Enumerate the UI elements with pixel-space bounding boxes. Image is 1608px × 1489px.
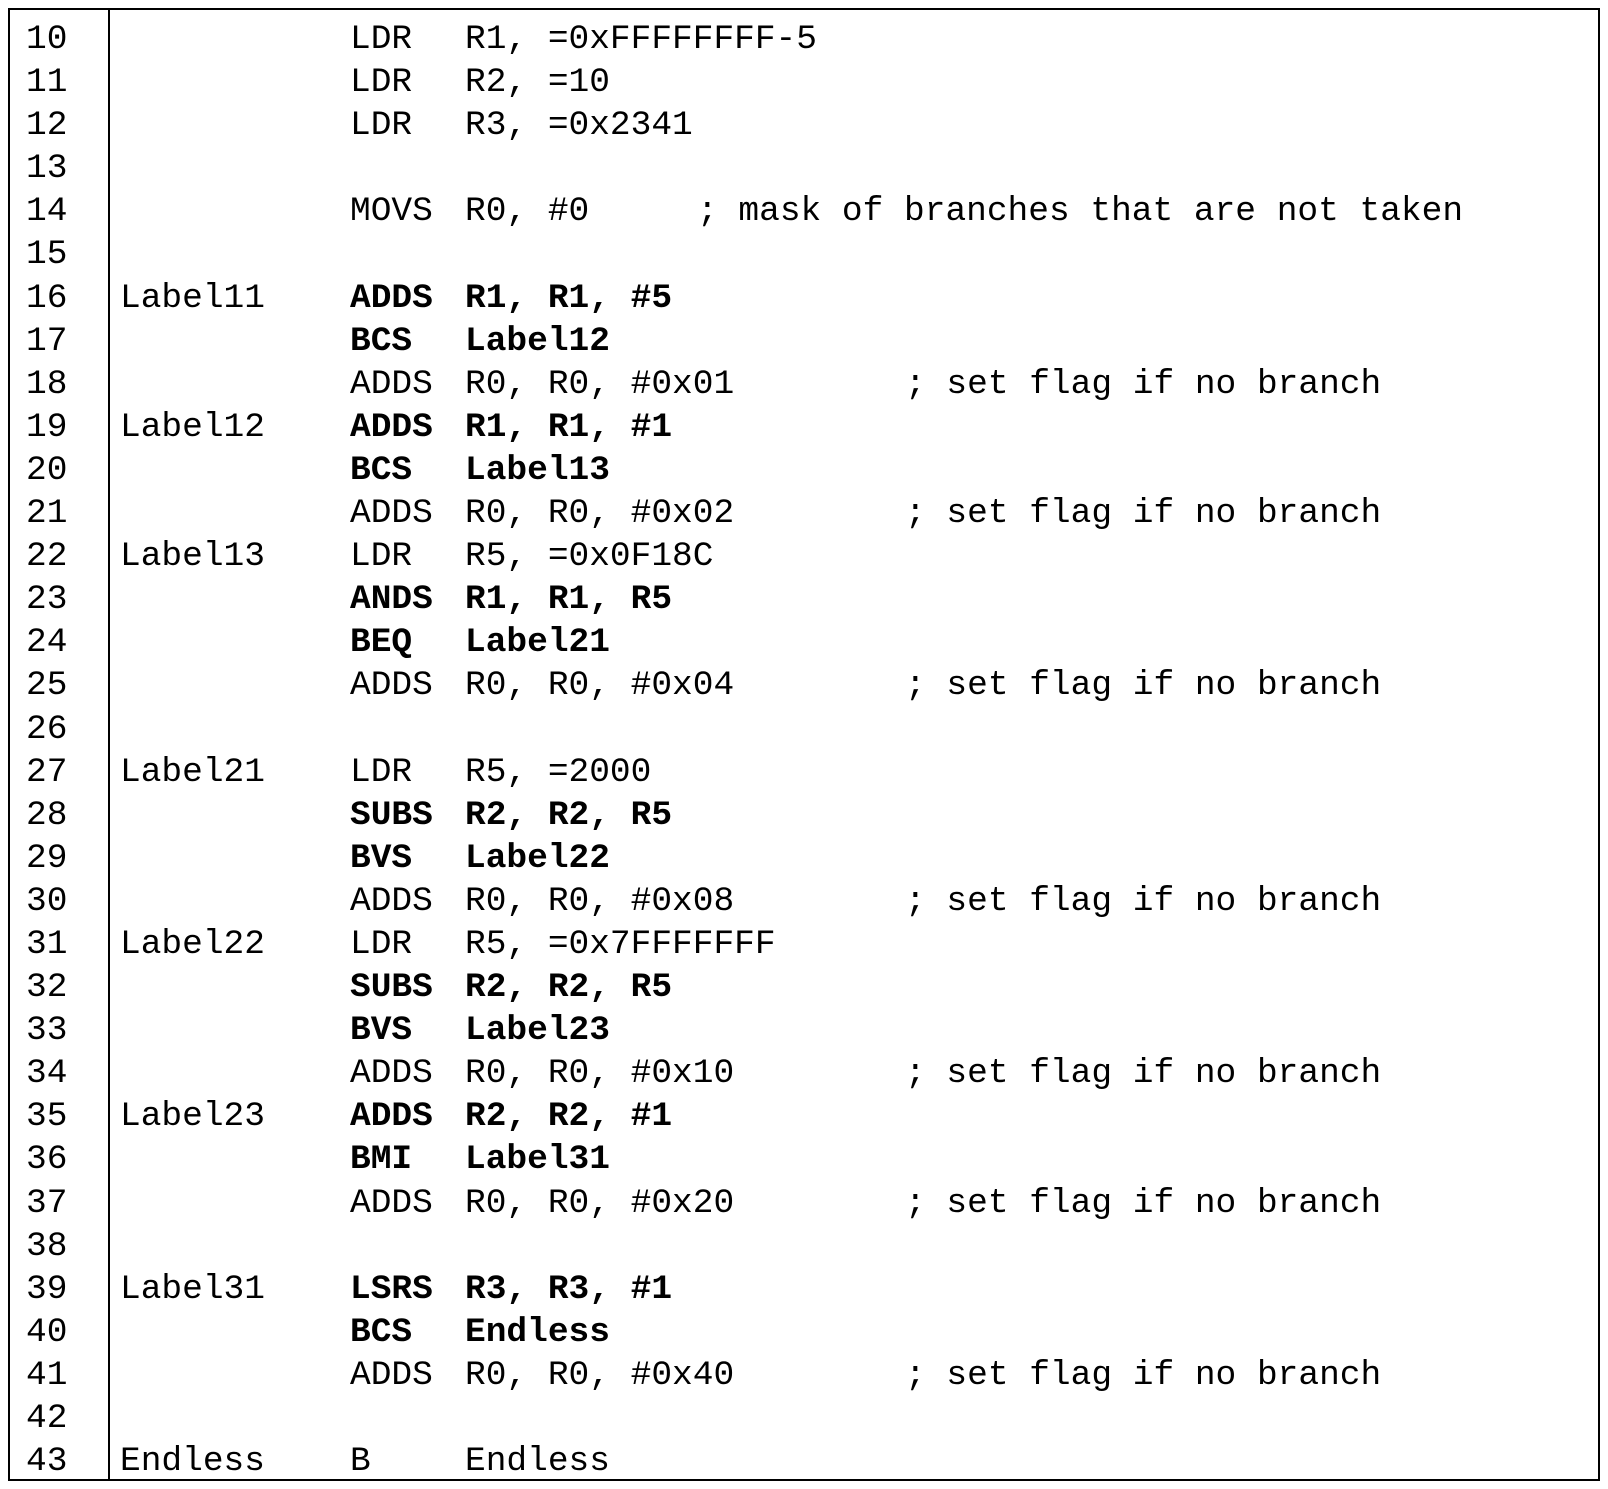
instruction-mnemonic: BCS (350, 1312, 413, 1352)
instruction-mnemonic: LDR (350, 537, 413, 577)
code-label: Label21 (120, 752, 265, 792)
instruction-operands: R2, R2, #1 (465, 1097, 673, 1137)
code-line (10, 406, 1598, 449)
line-number: 43 (26, 1442, 68, 1482)
code-line (10, 233, 1598, 276)
line-number: 21 (26, 494, 68, 534)
code-comment: ; set flag if no branch (905, 1355, 1382, 1395)
instruction-mnemonic: LDR (350, 752, 413, 792)
line-number: 33 (26, 1011, 68, 1051)
instruction-mnemonic: ANDS (350, 580, 433, 620)
line-number: 12 (26, 106, 68, 146)
line-number: 25 (26, 666, 68, 706)
instruction-operands: Label21 (465, 623, 610, 663)
code-label: Endless (120, 1442, 265, 1482)
instruction-operands: Label31 (465, 1140, 610, 1180)
instruction-mnemonic: BCS (350, 450, 413, 490)
instruction-mnemonic: LDR (350, 20, 413, 59)
instruction-operands: R3, =0x2341 (465, 106, 693, 146)
instruction-mnemonic: LDR (350, 63, 413, 103)
instruction-operands: R0, R0, #0x02 (465, 494, 735, 534)
line-number: 10 (26, 20, 68, 59)
code-label: Label22 (120, 924, 265, 964)
instruction-mnemonic: ADDS (350, 364, 433, 404)
code-line (10, 708, 1598, 751)
line-number: 18 (26, 364, 68, 404)
line-number: 13 (26, 149, 68, 189)
instruction-operands: Label12 (465, 321, 610, 361)
instruction-mnemonic: LSRS (350, 1269, 433, 1309)
instruction-operands: Endless (465, 1442, 610, 1482)
line-number: 15 (26, 235, 68, 275)
code-line (10, 1225, 1598, 1268)
code-line (10, 492, 1598, 535)
instruction-mnemonic: ADDS (350, 278, 433, 318)
instruction-mnemonic: ADDS (350, 666, 433, 706)
code-label: Label13 (120, 537, 265, 577)
code-line (10, 578, 1598, 621)
code-comment: ; set flag if no branch (905, 494, 1382, 534)
line-number: 16 (26, 278, 68, 318)
instruction-operands: R0, #0 (465, 192, 590, 232)
instruction-mnemonic: B (350, 1442, 371, 1482)
line-number: 11 (26, 63, 68, 103)
instruction-operands: Label23 (465, 1011, 610, 1051)
line-number: 27 (26, 752, 68, 792)
instruction-mnemonic: ADDS (350, 494, 433, 534)
code-line (10, 880, 1598, 923)
line-number: 31 (26, 924, 68, 964)
line-number: 35 (26, 1097, 68, 1137)
instruction-operands: R2, R2, R5 (465, 968, 673, 1008)
line-number: 22 (26, 537, 68, 577)
code-comment: ; set flag if no branch (905, 1054, 1382, 1094)
line-number: 28 (26, 795, 68, 835)
instruction-mnemonic: SUBS (350, 795, 433, 835)
instruction-operands: R2, R2, R5 (465, 795, 673, 835)
line-number: 30 (26, 881, 68, 921)
code-line (10, 837, 1598, 880)
code-line (10, 1009, 1598, 1052)
instruction-mnemonic: BCS (350, 321, 413, 361)
code-comment: ; set flag if no branch (905, 881, 1382, 921)
code-line (10, 1311, 1598, 1354)
instruction-mnemonic: BVS (350, 838, 413, 878)
code-line (10, 363, 1598, 406)
line-number: 38 (26, 1226, 68, 1266)
code-line (10, 1095, 1598, 1138)
instruction-operands: Label22 (465, 838, 610, 878)
line-number: 34 (26, 1054, 68, 1094)
line-number: 17 (26, 321, 68, 361)
code-line (10, 277, 1598, 320)
code-line (10, 751, 1598, 794)
instruction-mnemonic: ADDS (350, 1183, 433, 1223)
line-number: 40 (26, 1312, 68, 1352)
code-line (10, 1268, 1598, 1311)
instruction-operands: R0, R0, #0x10 (465, 1054, 735, 1094)
instruction-operands: R1, =0xFFFFFFFF-5 (465, 20, 817, 59)
code-comment: ; set flag if no branch (905, 1183, 1382, 1223)
line-number: 39 (26, 1269, 68, 1309)
instruction-operands: Label13 (465, 450, 610, 490)
instruction-mnemonic: SUBS (350, 968, 433, 1008)
instruction-operands: R5, =2000 (465, 752, 652, 792)
line-number: 24 (26, 623, 68, 663)
instruction-mnemonic: BEQ (350, 623, 413, 663)
instruction-mnemonic: ADDS (350, 1054, 433, 1094)
instruction-mnemonic: MOVS (350, 192, 433, 232)
line-number: 42 (26, 1399, 68, 1438)
instruction-operands: R1, R1, #1 (465, 407, 673, 447)
code-label: Label12 (120, 407, 265, 447)
instruction-mnemonic: LDR (350, 924, 413, 964)
line-number: 23 (26, 580, 68, 620)
code-comment: ; mask of branches that are not taken (697, 192, 1464, 232)
line-number: 41 (26, 1355, 68, 1395)
code-line (10, 621, 1598, 664)
code-listing-frame (8, 8, 1600, 1481)
line-number: 14 (26, 192, 68, 232)
instruction-operands: R5, =0x0F18C (465, 537, 714, 577)
code-line (10, 320, 1598, 363)
code-line (10, 966, 1598, 1009)
line-number: 37 (26, 1183, 68, 1223)
code-line (10, 535, 1598, 578)
instruction-operands: R1, R1, #5 (465, 278, 673, 318)
code-line (10, 104, 1598, 147)
code-label: Label23 (120, 1097, 265, 1137)
code-line (10, 190, 1598, 233)
code-line (10, 61, 1598, 104)
code-line (10, 147, 1598, 190)
code-line (10, 1440, 1598, 1483)
line-number: 20 (26, 450, 68, 490)
code-line (10, 18, 1598, 61)
code-line (10, 1138, 1598, 1181)
code-line (10, 1052, 1598, 1095)
line-number: 36 (26, 1140, 68, 1180)
instruction-operands: R0, R0, #0x08 (465, 881, 735, 921)
instruction-mnemonic: ADDS (350, 1355, 433, 1395)
code-line (10, 923, 1598, 966)
code-line (10, 1397, 1598, 1440)
line-number: 26 (26, 709, 68, 749)
instruction-operands: R0, R0, #0x01 (465, 364, 735, 404)
instruction-mnemonic: ADDS (350, 1097, 433, 1137)
instruction-operands: R5, =0x7FFFFFFF (465, 924, 776, 964)
code-comment: ; set flag if no branch (905, 364, 1382, 404)
code-line (10, 1182, 1598, 1225)
instruction-operands: R0, R0, #0x20 (465, 1183, 735, 1223)
code-listing (10, 18, 1598, 1483)
instruction-mnemonic: BMI (350, 1140, 413, 1180)
instruction-mnemonic: ADDS (350, 407, 433, 447)
instruction-operands: R0, R0, #0x40 (465, 1355, 735, 1395)
line-number: 29 (26, 838, 68, 878)
instruction-operands: R3, R3, #1 (465, 1269, 673, 1309)
line-number: 32 (26, 968, 68, 1008)
code-comment: ; set flag if no branch (905, 666, 1382, 706)
instruction-mnemonic: LDR (350, 106, 413, 146)
instruction-operands: R1, R1, R5 (465, 580, 673, 620)
code-line (10, 449, 1598, 492)
instruction-operands: R2, =10 (465, 63, 610, 103)
code-line (10, 794, 1598, 837)
instruction-mnemonic: ADDS (350, 881, 433, 921)
instruction-operands: R0, R0, #0x04 (465, 666, 735, 706)
code-line (10, 664, 1598, 707)
line-number: 19 (26, 407, 68, 447)
code-line (10, 1354, 1598, 1397)
code-label: Label11 (120, 278, 265, 318)
instruction-mnemonic: BVS (350, 1011, 413, 1051)
instruction-operands: Endless (465, 1312, 610, 1352)
code-label: Label31 (120, 1269, 265, 1309)
